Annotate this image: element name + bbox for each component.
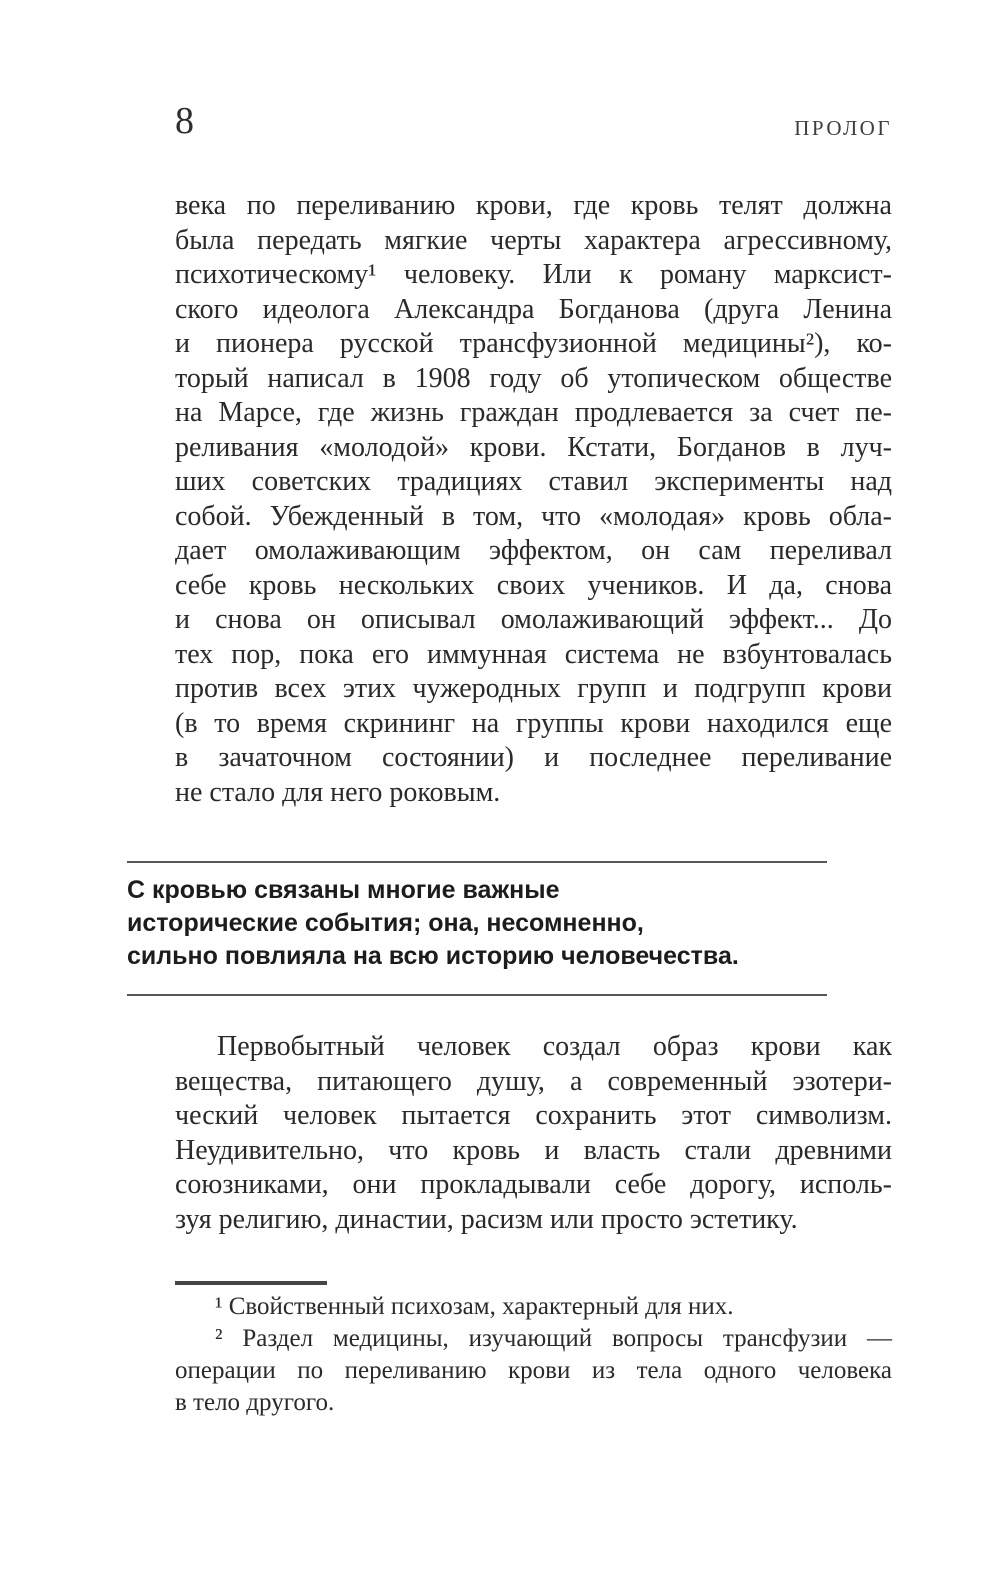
text-line: ² Раздел медицины, изучающий вопросы трансфузии — <box>215 1325 892 1352</box>
text-line: себе кровь нескольких своих учеников. И да, снова <box>175 569 892 601</box>
text-line: психотическому¹ человеку. Или к роману марксист- <box>175 259 892 290</box>
text-line: операции по переливанию крови из тела одного человека <box>175 1357 892 1384</box>
text-line: дает омолаживающим эффектом, он сам переливал <box>175 535 892 566</box>
text-line: и пионера русской трансфузионной медицины²), ко- <box>175 328 892 359</box>
text-line: ческий человек пытается сохранить этот символизм. <box>175 1100 892 1131</box>
text-line: была передать мягкие черты характера агрессивному, <box>175 224 892 256</box>
text-line: исторические события; она, несомненно, <box>127 909 644 937</box>
text-line: века по переливанию крови, где кровь телят должна <box>175 190 892 221</box>
footnotes <box>175 1291 892 1419</box>
text-line: ших советских традициях ставил эксперименты над <box>175 466 892 497</box>
page-number: 8 <box>175 100 194 142</box>
text-line: торый написал в 1908 году об утопическом обществе <box>175 362 892 394</box>
pull-quote-bottom-rule <box>127 994 827 996</box>
text-line: (в то время скрининг на группы крови находился еще <box>175 707 892 739</box>
text-line: тех пор, пока его иммунная система не взбунтовалась <box>175 638 892 670</box>
text-line: Первобытный человек создал образ крови как <box>217 1031 892 1062</box>
footnote-1 <box>175 1291 892 1323</box>
pull-quote-text <box>127 874 827 973</box>
text-line: вещества, питающего душу, а современный эзотери- <box>175 1065 892 1097</box>
text-line: Неудивительно, что кровь и власть стали древними <box>175 1134 892 1166</box>
footnote-separator-rule <box>175 1281 327 1285</box>
text-line: ского идеолога Александра Богданова (друга Ленина <box>175 293 892 325</box>
footnote-2 <box>175 1323 892 1419</box>
running-head: ПРОЛОГ <box>794 116 892 140</box>
text-line: союзниками, они прокладывали себе дорогу, исполь- <box>175 1169 892 1200</box>
text-line: не стало для него роковым. <box>175 776 501 808</box>
paragraph-2 <box>175 1030 892 1237</box>
pull-quote <box>127 861 827 996</box>
text-line: ¹ Свойственный психозам, характерный для них. <box>215 1293 734 1320</box>
text-line: в тело другого. <box>175 1389 335 1416</box>
text-line: на Марсе, где жизнь граждан продлевается за счет пе- <box>175 397 892 428</box>
pull-quote-top-rule <box>127 861 827 863</box>
text-line: зуя религию, династии, расизм или просто эстетику. <box>175 1203 798 1235</box>
text-line: в зачаточном состоянии) и последнее переливание <box>175 742 892 773</box>
text-line: С кровью связаны многие важные <box>127 876 560 904</box>
paragraph-1 <box>175 189 892 810</box>
text-line: и снова он описывал омолаживающий эффект... До <box>175 604 892 635</box>
text-line: собой. Убежденный в том, что «молодая» кровь обла- <box>175 500 892 532</box>
text-line: против всех этих чужеродных групп и подгрупп крови <box>175 673 892 704</box>
text-line: реливания «молодой» крови. Кстати, Богданов в луч- <box>175 431 892 463</box>
text-line: сильно повлияла на всю историю человечества. <box>127 942 739 970</box>
